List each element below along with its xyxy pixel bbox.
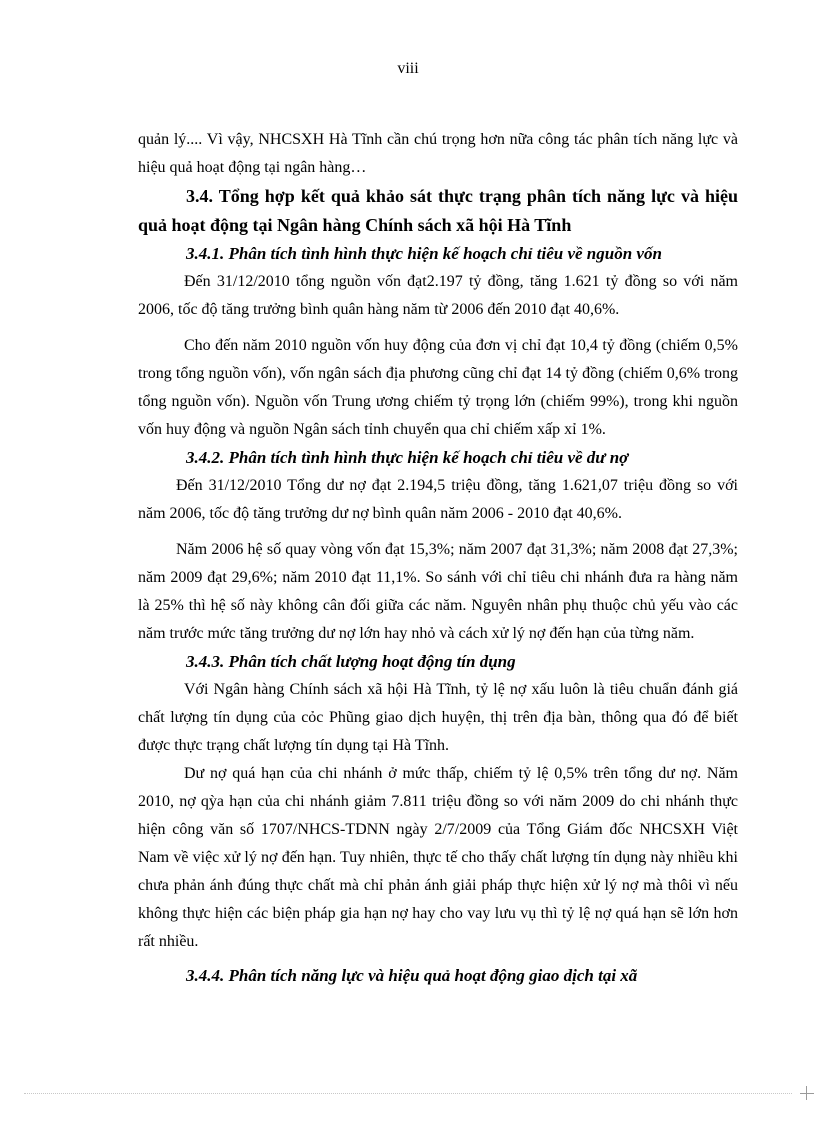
crop-mark-icon <box>800 1086 814 1100</box>
subsection-heading-3-4-4: 3.4.4. Phân tích năng lực và hiệu quả hoạt động giao dịch tại xã <box>186 966 638 985</box>
paragraph-overdue-debt: Dư nợ quá hạn của chi nhánh ở mức thấp, chiếm tỷ lệ 0,5% trên tổng dư nợ. Năm 2010, nợ qỳa hạn của chi nhánh giảm 7.811 triệu đồng so với năm 2009 do chi nhánh thực hiện công văn số 1707/NHCS-TDNN ngày 2/7/2009 của Tổng Giám đốc NHCSXH Việt Nam về việc xử lý nợ đến hạn. Tuy nhiên, thực tế cho thấy chất lượng tín dụng này nhiều khi chưa phản ánh đúng thực chất mà chỉ phản ánh giải pháp thực hiện xử lý nợ mà thôi vì nếu không thực hiện các biện pháp gia hạn nợ hay cho vay lưu vụ thì tỷ lệ nợ quá hạn sẽ lớn hơn rất nhiều. <box>138 765 738 950</box>
document-body <box>138 126 738 990</box>
subsection-heading-3-4-1: 3.4.1. Phân tích tình hình thực hiện kế hoạch chỉ tiêu về nguồn vốn <box>186 244 662 263</box>
subsection-heading-3-4-2: 3.4.2. Phân tích tình hình thực hiện kế hoạch chỉ tiêu về dư nợ <box>186 448 629 467</box>
paragraph-intro: quản lý.... Vì vậy, NHCSXH Hà Tĩnh cần chú trọng hơn nữa công tác phân tích năng lực và hiệu quả hoạt động tại ngân hàng… <box>138 131 738 176</box>
page-number: viii <box>397 60 419 77</box>
paragraph-debt-total: Đến 31/12/2010 Tổng dư nợ đạt 2.194,5 triệu đồng, tăng 1.621,07 triệu đồng so với năm 2006, tốc độ tăng trưởng dư nợ bình quân năm 2006 - 2010 đạt 40,6%. <box>138 477 738 522</box>
paragraph-turnover: Năm 2006 hệ số quay vòng vốn đạt 15,3%; năm 2007 đạt 31,3%; năm 2008 đạt 27,3%; năm 2009 đạt 29,6%; năm 2010 đạt 11,1%. So sánh với chỉ tiêu chi nhánh đưa ra hàng năm là 25% thì hệ số này không cân đối giữa các năm. Nguyên nhân phụ thuộc chủ yếu vào các năm trước mức tăng trưởng dư nợ lớn hay nhỏ và cách xử lý nợ đến hạn của từng năm. <box>138 541 738 642</box>
page-bottom-rule <box>24 1093 792 1094</box>
section-heading-3-4: 3.4. Tổng hợp kết quả khảo sát thực trạng phân tích năng lực và hiệu quả hoạt động tại Ngân hàng Chính sách xã hội Hà Tĩnh <box>138 186 738 235</box>
paragraph-capital-total: Đến 31/12/2010 tổng nguồn vốn đạt2.197 tỷ đồng, tăng 1.621 tỷ đồng so với năm 2006, tốc độ tăng trưởng bình quân hàng năm từ 2006 đến 2010 đạt 40,6%. <box>138 273 738 318</box>
paragraph-credit-quality: Với Ngân hàng Chính sách xã hội Hà Tĩnh, tỷ lệ nợ xấu luôn là tiêu chuẩn đánh giá chất lượng tín dụng của cỏc Phũng giao dịch huyện, thị trên địa bàn, thông qua đó để biết được thực trạng chất lượng tín dụng tại Hà Tĩnh. <box>138 681 738 754</box>
subsection-heading-3-4-3: 3.4.3. Phân tích chất lượng hoạt động tín dụng <box>186 652 516 671</box>
paragraph-capital-structure: Cho đến năm 2010 nguồn vốn huy động của đơn vị chỉ đạt 10,4 tỷ đồng (chiếm 0,5% trong tổng nguồn vốn), vốn ngân sách địa phương cũng chỉ đạt 14 tỷ đồng (chiếm 0,6% trong tổng nguồn vốn). Nguồn vốn Trung ương chiếm tỷ trọng lớn (chiếm 99%), trong khi nguồn vốn huy động và nguồn Ngân sách tỉnh chuyển qua chỉ chiếm xấp xỉ 1%. <box>138 337 738 438</box>
